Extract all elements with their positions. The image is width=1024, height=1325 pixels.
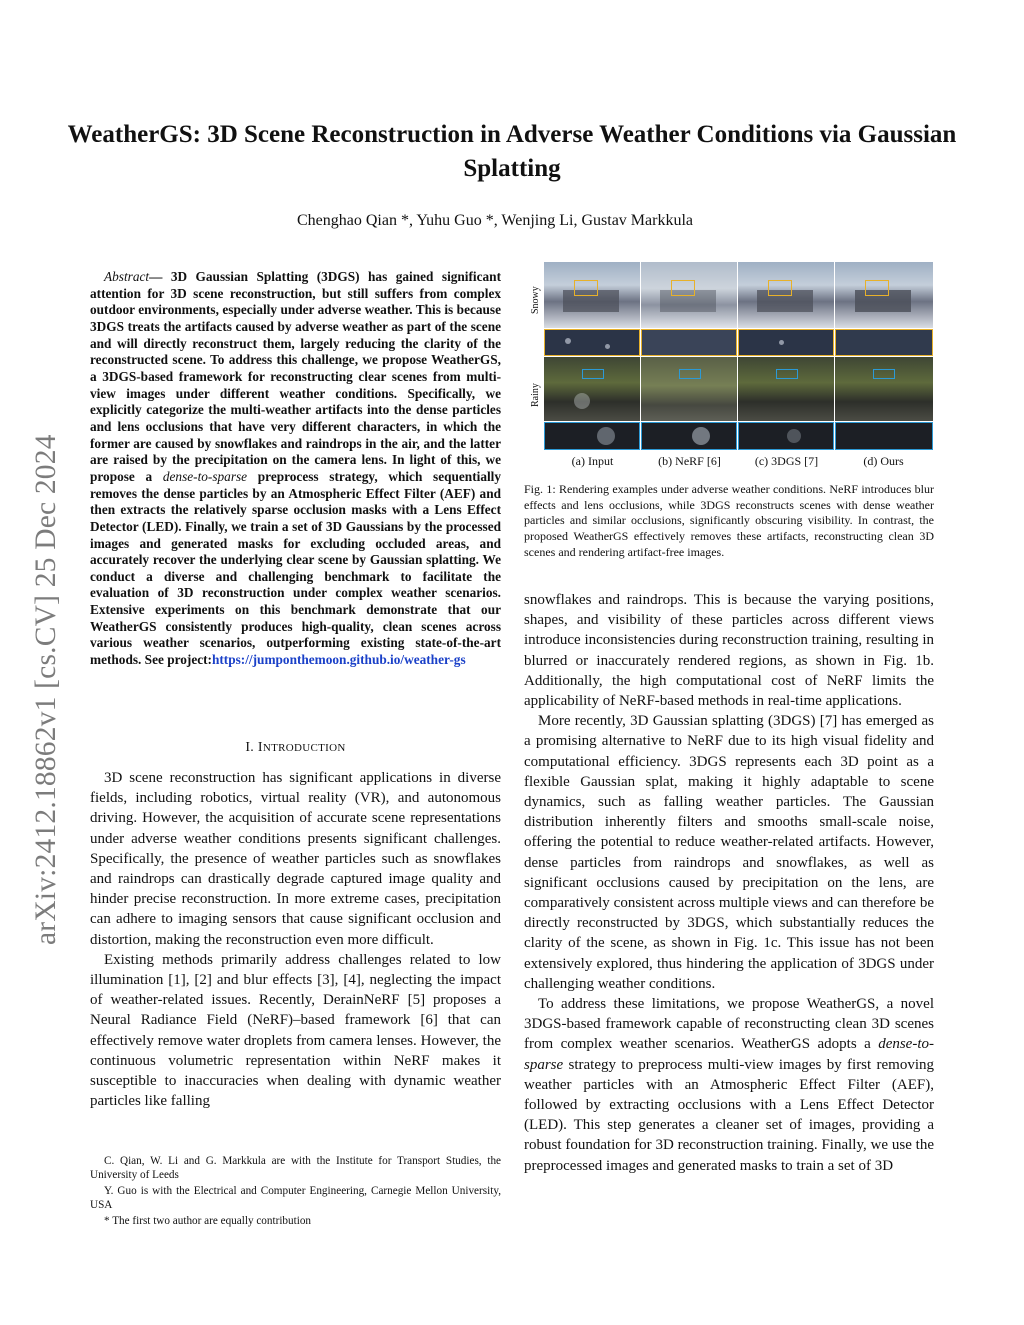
rainy-input-image bbox=[544, 357, 640, 421]
paper-title: WeatherGS: 3D Scene Reconstruction in Adverse Weather Conditions via Gaussian Splatting bbox=[67, 121, 957, 182]
subcaption-ours: (d) Ours bbox=[863, 454, 904, 468]
rainy-3dgs-image bbox=[738, 357, 834, 421]
abstract-emphasis: dense-to-sparse bbox=[162, 468, 248, 484]
abstract-text-1: — 3D Gaussian Splatting (3DGS) has gained significant attention for 3D scene reconstruction, but still suffers from complex outdoor environments, especially under adverse weather. This is because 3DGS treats the artifacts caused by adverse weather as part of the scene and will directly reconstruct them, largely reducing the clarity of the reconstructed scene. To address this challenge, we propose WeatherGS, a 3DGS-based framework for reconstructing clear scenes from multi-view images under different weather conditions. Specifically, we explicitly categorize the multi-weather artifacts into the dense particles and lens occlusions that have very different characters, in which the former are caused by snowflakes and raindrops in the air, and the latter are raised by the precipitation on the camera lens. In light of this, we propose a bbox=[90, 269, 501, 484]
footnote-affiliation-cmu: Y. Guo is with the Electrical and Computer Engineering, Carnegie Mellon University, USA bbox=[90, 1184, 501, 1211]
arxiv-identifier: arXiv:2412.18862v1 [cs.CV] 25 Dec 2024 bbox=[30, 434, 62, 945]
section-number: I. bbox=[245, 740, 255, 755]
abstract-label: Abstract bbox=[104, 269, 150, 284]
right-paragraph-3-b: strategy to preprocess multi-view images by first removing weather particles with an Atmospheric Effect Filter (AEF), followed by extracting occlusions with a Lens Effect Detector (LED). This step generates a cleaner set of images, providing a robust foundation for 3D reconstruction training. Finally, we use the preprocessed images and generated masks to train a set of 3D bbox=[524, 1056, 934, 1174]
footnote-affiliation-leeds: C. Qian, W. Li and G. Markkula are with the Institute for Transport Studies, the University of Leeds bbox=[90, 1155, 501, 1181]
intro-paragraph-2: Existing methods primarily address challenges related to low illumination [1], [2] and blur effects [3], [4], neglecting the impact of weather-related issues. Recently, DerainNeRF [5] proposes a Neural Radiance Field (NeRF)–based framework [6] that can effectively remove water droplets from camera lenses. However, the continuous volumetric representation within NeRF makes it susceptible to inaccuracies when dealing with dynamic weather particles like falling bbox=[90, 951, 501, 1110]
right-paragraph-2: More recently, 3D Gaussian splatting (3DGS) [7] has emerged as a promising alternative to NeRF due to its high visual fidelity and computational efficiency. 3DGS represents each 3D point as a flexible Gaussian splat, making it highly adaptable to scene dynamics, such as falling weather particles. The Gaussian distribution inherently filters and smooths small-scale noise, offering the potential to reduce weather-related artifacts. However, dense particles from raindrops and snowflakes, as well as significant occlusions caused by precipitation on the lens, are comparatively consistent across multiple views and can therefore be directly reconstructed by 3DGS, which substantially reduces the clarity of the scene, as shown in Fig. 1c. This issue has not been extensively explored, thus hindering the application of 3DGS under challenging weather conditions. bbox=[524, 713, 934, 992]
snowy-nerf-image bbox=[641, 262, 737, 328]
snowy-nerf-crop bbox=[641, 329, 737, 356]
section-heading-rest: NTRODUCTION bbox=[262, 742, 346, 754]
rainy-3dgs-crop bbox=[738, 422, 834, 450]
right-column-body bbox=[524, 590, 934, 1176]
snowy-ours-crop bbox=[835, 329, 933, 356]
rainy-ours-image bbox=[835, 357, 933, 421]
project-link[interactable]: https://jumponthemoon.github.io/weather-gs bbox=[211, 652, 466, 668]
intro-paragraph-1: 3D scene reconstruction has significant applications in diverse fields, including robotics, virtual reality (VR), and autonomous driving. However, the acquisition of accurate scene representations under adverse weather conditions presents significant challenges. Specifically, the presence of weather particles such as snowflakes and raindrops can drastically degrade captured image quality and hinder precise reconstruction. In more extreme cases, precipitation can adhere to imaging sensors that cause significant occlusion and distortion, making the reconstruction even more difficult. bbox=[90, 770, 501, 948]
subcaption-3dgs: (c) 3DGS [7] bbox=[754, 454, 819, 468]
footnotes bbox=[90, 1155, 501, 1231]
left-column-body bbox=[90, 768, 501, 1111]
section-heading-introduction bbox=[90, 740, 501, 756]
snowy-3dgs-crop bbox=[738, 329, 834, 356]
rainy-nerf-image bbox=[641, 357, 737, 421]
snowy-input-image bbox=[544, 262, 640, 328]
right-paragraph-3 bbox=[524, 994, 934, 1176]
figure-caption bbox=[524, 482, 934, 561]
figure-caption-label: Fig. 1: bbox=[524, 482, 556, 496]
figure-1 bbox=[530, 262, 936, 472]
right-paragraph-1: snowflakes and raindrops. This is because the varying positions, shapes, and visibility of these particles across different views introduce inconsistencies during reconstruction training, resulting in blurred or inaccurately rendered regions, as shown in Fig. 1b. Additionally, the high computational cost of NeRF limits the applicability of NeRF-based methods in real-time applications. bbox=[524, 592, 934, 710]
right-paragraph-3-a: To address these limitations, we propose WeatherGS, a novel 3DGS-based framework capable of reconstructing clean 3D scenes from complex weather scenarios. WeatherGS adopts a bbox=[524, 996, 934, 1053]
rainy-ours-crop bbox=[835, 422, 933, 450]
author-list: Chenghao Qian *, Yuhu Guo *, Wenjing Li, Gustav Markkula bbox=[297, 212, 693, 229]
right-paragraph-3-emphasis: dense-to-sparse bbox=[524, 1036, 934, 1073]
abstract-text-2: preprocess strategy, which sequentially removes the dense particles by an Atmospheric Effect Filter (AEF) and then extracts the relatively sparse occlusion masks with a Lens Effect Detector (LED). Finally, we train a set of 3D Gaussians by the processed images and generated masks for excluding occluded areas, and accurately recover the underlying clear scene by Gaussian splatting. We conduct a diverse and challenging benchmark to facilitate the evaluation of 3D reconstruction under complex weather scenarios. Extensive experiments on this benchmark demonstrate that our WeatherGS consistently produces high-quality, clean scenes across various weather scenarios, outperforming existing state-of-the-art methods. See project: bbox=[90, 468, 502, 668]
subcaption-nerf: (b) NeRF [6] bbox=[658, 454, 721, 468]
rainy-input-crop bbox=[544, 422, 640, 450]
footnote-equal-contribution: * The first two author are equally contribution bbox=[104, 1214, 312, 1227]
rainy-nerf-crop bbox=[641, 422, 737, 450]
row-label-snowy: Snowy bbox=[530, 286, 541, 314]
subcaption-input: (a) Input bbox=[571, 454, 614, 468]
abstract bbox=[90, 269, 501, 669]
snowy-3dgs-image bbox=[738, 262, 834, 328]
row-label-rainy: Rainy bbox=[530, 383, 541, 407]
section-heading-first-letter: I bbox=[257, 740, 263, 755]
snowy-ours-image bbox=[835, 262, 933, 328]
snowy-input-crop bbox=[544, 329, 640, 356]
figure-caption-text: Rendering examples under adverse weather conditions. NeRF introduces blur effects and lens occlusions, while 3DGS reconstructs scenes with dense weather particles and similar occlusions, significantly obscuring visibility. In contrast, the proposed WeatherGS effectively removes these artifacts, reconstructing clean 3D scenes and rendering artifact-free images. bbox=[524, 482, 934, 559]
